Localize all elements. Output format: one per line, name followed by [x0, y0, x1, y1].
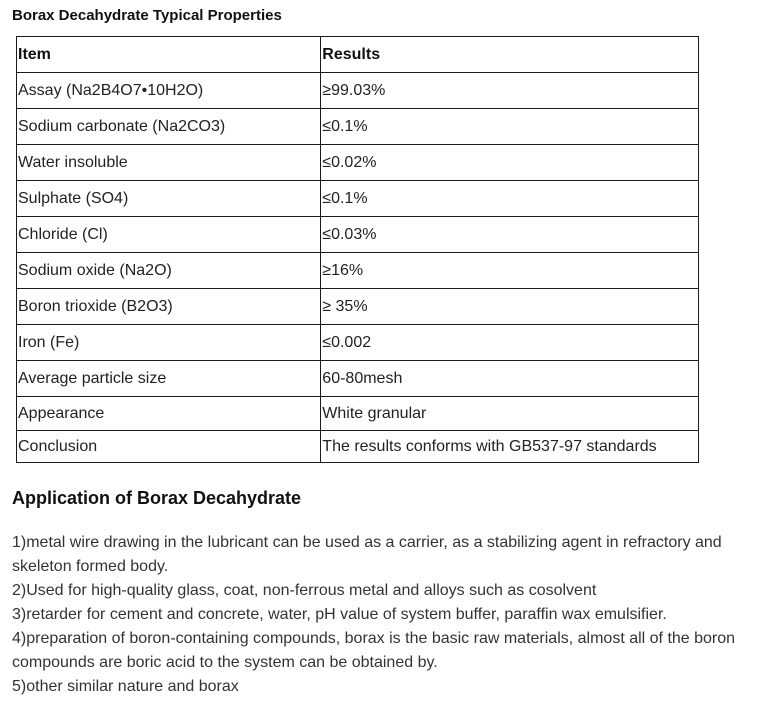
column-header-results: Results	[321, 37, 699, 73]
item-cell: Boron trioxide (B2O3)	[17, 289, 321, 325]
table-row	[17, 217, 699, 253]
item-cell: Water insoluble	[17, 145, 321, 181]
table-row	[17, 397, 699, 431]
result-cell: ≥ 35%	[321, 289, 699, 325]
column-header-item: Item	[17, 37, 321, 73]
item-cell: Sodium oxide (Na2O)	[17, 253, 321, 289]
page-title: Borax Decahydrate Typical Properties	[12, 7, 282, 24]
result-cell: ≤0.03%	[321, 217, 699, 253]
item-cell: Sulphate (SO4)	[17, 181, 321, 217]
table-row	[17, 325, 699, 361]
application-item: 2)Used for high-quality glass, coat, non-ferrous metal and alloys such as cosolvent	[12, 582, 597, 599]
table-row	[17, 145, 699, 181]
application-heading: Application of Borax Decahydrate	[12, 488, 302, 508]
table-row	[17, 181, 699, 217]
result-cell: ≤0.02%	[321, 145, 699, 181]
result-cell: ≥99.03%	[321, 73, 699, 109]
item-cell: Iron (Fe)	[17, 325, 321, 361]
table-row	[17, 253, 699, 289]
result-cell: The results conforms with GB537-97 standards	[321, 431, 699, 463]
item-cell: Average particle size	[17, 361, 321, 397]
application-item: 1)metal wire drawing in the lubricant can be used as a carrier, as a stabilizing agent in refractory and skeleton formed body.	[12, 534, 722, 575]
application-list	[12, 531, 752, 699]
item-cell: Chloride (Cl)	[17, 217, 321, 253]
application-item: 3)retarder for cement and concrete, water, pH value of system buffer, paraffin wax emulsifier.	[12, 606, 667, 623]
properties-table	[16, 36, 699, 463]
table-row	[17, 431, 699, 463]
application-item: 4)preparation of boron-containing compounds, borax is the basic raw materials, almost all of the boron compounds are boric acid to the system can be obtained by.	[12, 630, 736, 671]
table-row	[17, 361, 699, 397]
result-cell: 60-80mesh	[321, 361, 699, 397]
table-row	[17, 73, 699, 109]
item-cell: Conclusion	[17, 431, 321, 463]
application-item: 5)other similar nature and borax	[12, 678, 239, 695]
table-row	[17, 109, 699, 145]
result-cell: White granular	[321, 397, 699, 431]
item-cell: Appearance	[17, 397, 321, 431]
result-cell: ≥16%	[321, 253, 699, 289]
result-cell: ≤0.1%	[321, 109, 699, 145]
result-cell: ≤0.1%	[321, 181, 699, 217]
item-cell: Sodium carbonate (Na2CO3)	[17, 109, 321, 145]
table-header-row	[17, 37, 699, 73]
result-cell: ≤0.002	[321, 325, 699, 361]
table-row	[17, 289, 699, 325]
item-cell: Assay (Na2B4O7•10H2O)	[17, 73, 321, 109]
